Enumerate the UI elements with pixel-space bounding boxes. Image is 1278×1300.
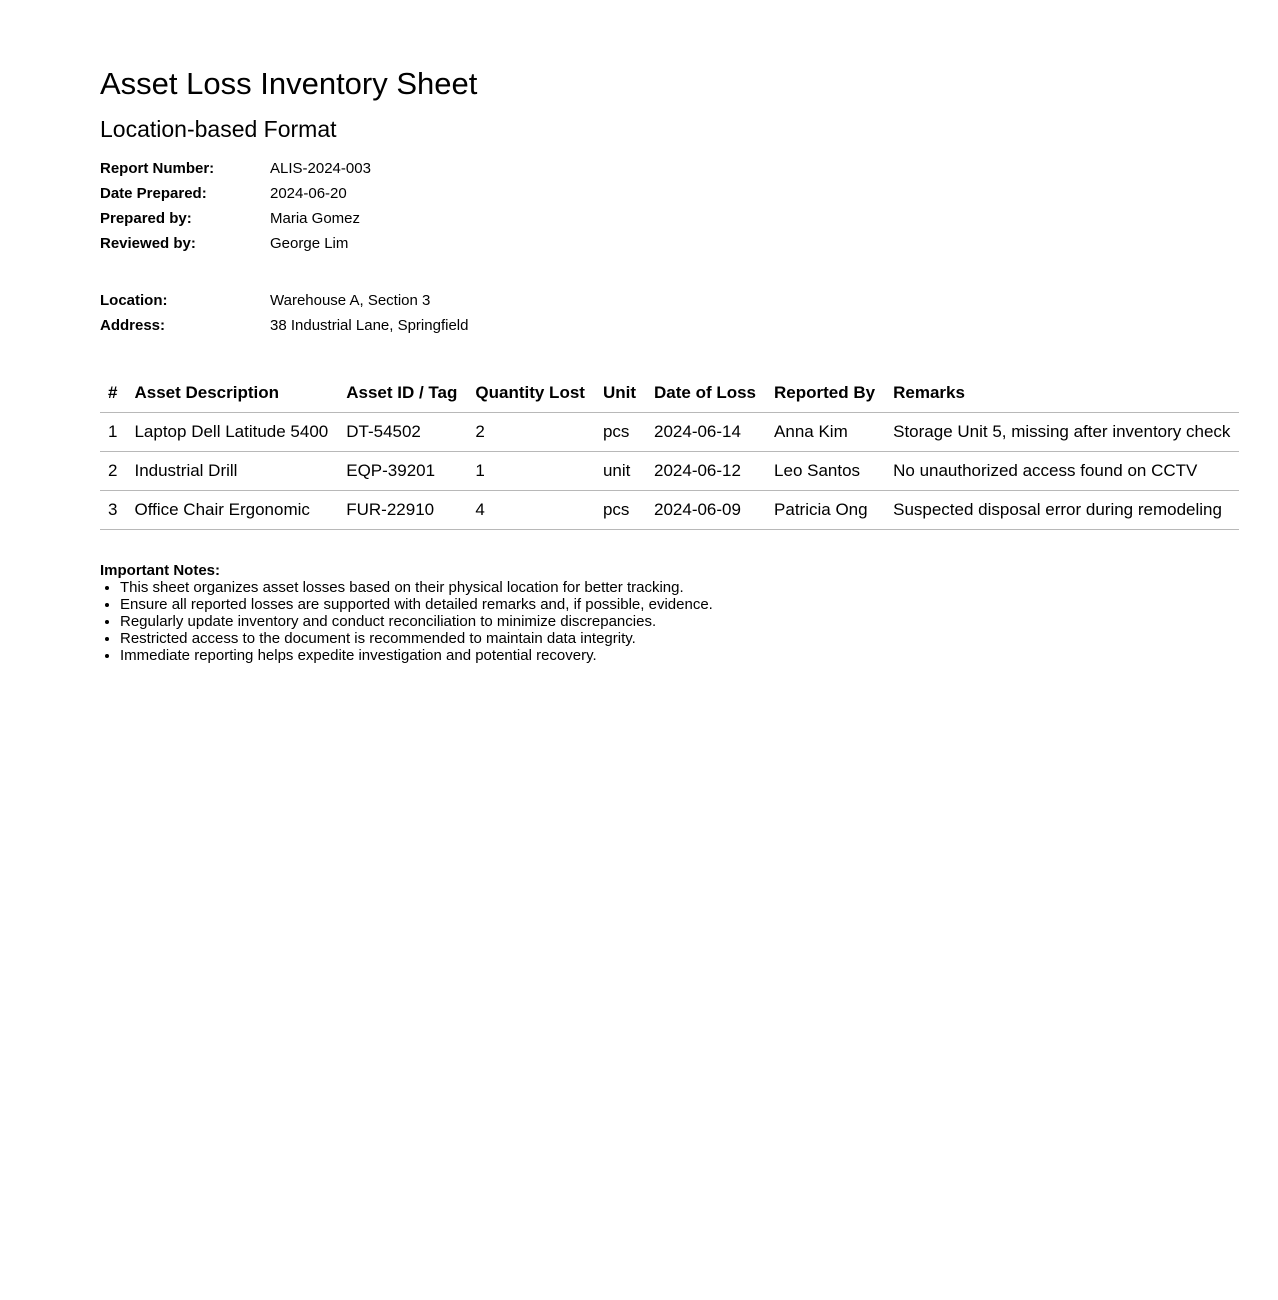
cell-remarks: Suspected disposal error during remodeling — [884, 491, 1239, 530]
report-number-row — [100, 156, 371, 181]
table-row — [100, 491, 1239, 530]
cell-date: 2024-06-14 — [645, 413, 765, 452]
report-info — [100, 156, 371, 256]
location-value: Warehouse A, Section 3 — [270, 292, 431, 309]
location-label: Location: — [100, 292, 168, 309]
address-label: Address: — [100, 317, 166, 334]
table-row — [100, 413, 1239, 452]
column-header-description: Asset Description — [125, 373, 337, 413]
cell-quantity: 4 — [466, 491, 594, 530]
page-title: Asset Loss Inventory Sheet — [100, 66, 478, 101]
location-row — [100, 288, 468, 313]
column-header-number: # — [100, 373, 125, 413]
cell-number: 3 — [100, 491, 125, 530]
cell-reported-by: Leo Santos — [765, 452, 884, 491]
notes-list — [100, 579, 713, 664]
cell-reported-by: Patricia Ong — [765, 491, 884, 530]
location-info — [100, 288, 468, 338]
column-header-date: Date of Loss — [645, 373, 765, 413]
cell-description: Laptop Dell Latitude 5400 — [125, 413, 337, 452]
cell-asset-id: DT-54502 — [337, 413, 466, 452]
table-row — [100, 452, 1239, 491]
cell-number: 2 — [100, 452, 125, 491]
column-header-asset-id: Asset ID / Tag — [337, 373, 466, 413]
address-value: 38 Industrial Lane, Springfield — [270, 317, 469, 334]
prepared-by-value: Maria Gomez — [270, 210, 361, 227]
reviewed-by-label: Reviewed by: — [100, 235, 196, 252]
notes-title: Important Notes: — [100, 562, 220, 579]
cell-description: Industrial Drill — [125, 452, 337, 491]
cell-unit: pcs — [594, 413, 645, 452]
cell-remarks: Storage Unit 5, missing after inventory check — [884, 413, 1239, 452]
cell-unit: unit — [594, 452, 645, 491]
list-item: • This sheet organizes asset losses based on their physical location for better tracking. — [120, 579, 713, 596]
table-header-row — [100, 373, 1239, 413]
prepared-by-label: Prepared by: — [100, 210, 192, 227]
cell-remarks: No unauthorized access found on CCTV — [884, 452, 1239, 491]
cell-date: 2024-06-09 — [645, 491, 765, 530]
reviewed-by-value: George Lim — [270, 235, 349, 252]
prepared-by-row — [100, 206, 371, 231]
cell-date: 2024-06-12 — [645, 452, 765, 491]
list-item: • Immediate reporting helps expedite investigation and potential recovery. — [120, 647, 713, 664]
cell-unit: pcs — [594, 491, 645, 530]
list-item: • Regularly update inventory and conduct reconciliation to minimize discrepancies. — [120, 613, 713, 630]
column-header-unit: Unit — [594, 373, 645, 413]
asset-loss-table — [100, 373, 1239, 530]
reviewed-by-row — [100, 231, 371, 256]
date-prepared-row — [100, 181, 371, 206]
report-number-label: Report Number: — [100, 160, 215, 177]
cell-number: 1 — [100, 413, 125, 452]
cell-asset-id: FUR-22910 — [337, 491, 466, 530]
report-number-value: ALIS-2024-003 — [270, 160, 371, 177]
cell-asset-id: EQP-39201 — [337, 452, 466, 491]
date-prepared-label: Date Prepared: — [100, 185, 207, 202]
address-row — [100, 313, 468, 338]
column-header-quantity: Quantity Lost — [466, 373, 594, 413]
column-header-remarks: Remarks — [884, 373, 1239, 413]
cell-description: Office Chair Ergonomic — [125, 491, 337, 530]
cell-reported-by: Anna Kim — [765, 413, 884, 452]
date-prepared-value: 2024-06-20 — [270, 185, 347, 202]
page-subtitle: Location-based Format — [100, 116, 337, 142]
list-item: • Ensure all reported losses are supported with detailed remarks and, if possible, evidence. — [120, 596, 713, 613]
cell-quantity: 2 — [466, 413, 594, 452]
column-header-reported-by: Reported By — [765, 373, 884, 413]
important-notes — [100, 562, 713, 664]
cell-quantity: 1 — [466, 452, 594, 491]
list-item: • Restricted access to the document is recommended to maintain data integrity. — [120, 630, 713, 647]
